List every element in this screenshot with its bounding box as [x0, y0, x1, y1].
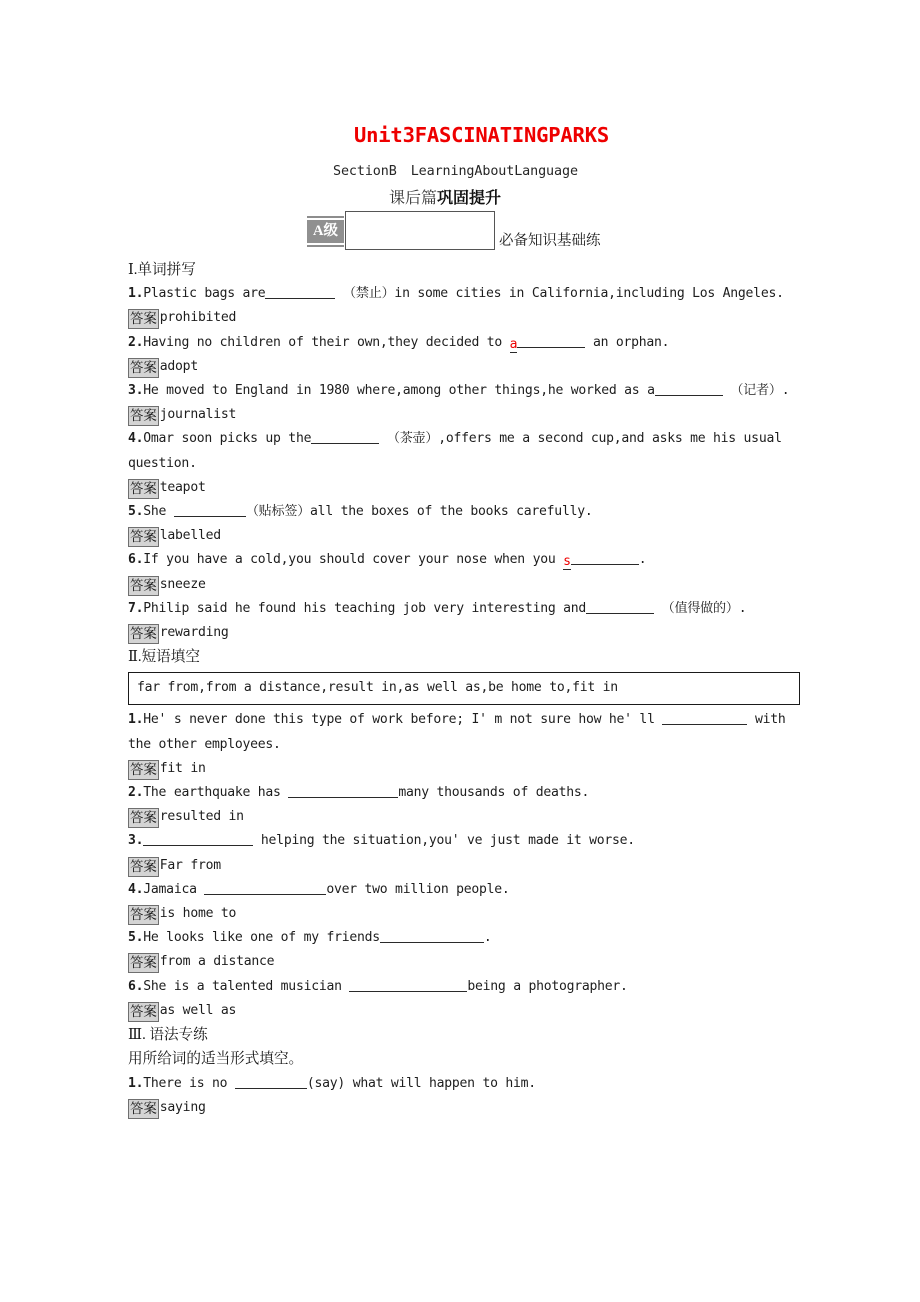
page-title: Unit3FASCINATINGPARKS [354, 123, 609, 147]
level-rule-bottom [307, 245, 344, 247]
answer-badge: 答案 [128, 857, 159, 877]
answer-badge: 答案 [128, 624, 159, 644]
answer-blank[interactable] [288, 785, 398, 798]
question-text-before-blank: She [143, 504, 174, 520]
unit-stage-heading [389, 185, 501, 208]
question-text-before-blank: Having no children of their own,they decided to [143, 334, 510, 350]
question-line [128, 975, 800, 999]
answer-badge: 答案 [128, 1002, 159, 1022]
question-line [128, 597, 800, 621]
question-line [128, 331, 800, 355]
question-number: 6. [128, 978, 144, 994]
level-banner-box [345, 211, 495, 250]
answer-hint-letter: a [509, 336, 518, 352]
answer-hint-letter: s [563, 554, 571, 570]
answer-badge: 答案 [128, 953, 159, 973]
answer-row [128, 805, 800, 829]
answer-row [128, 524, 800, 548]
question-line [128, 829, 800, 853]
question-text-before-blank: If you have a cold,you should cover your nose when you [143, 552, 564, 568]
answer-blank[interactable] [662, 712, 747, 725]
question-text-before-blank: She is a talented musician [143, 978, 350, 994]
answer-blank[interactable] [174, 504, 246, 517]
question-number: 5. [128, 930, 144, 946]
answer-row [128, 854, 800, 878]
question-line [128, 878, 800, 902]
answer-blank[interactable] [586, 601, 654, 614]
answer-badge: 答案 [128, 808, 159, 828]
answer-row [128, 757, 800, 781]
answer-text: rewarding [159, 625, 229, 641]
answer-blank[interactable] [517, 335, 585, 348]
section-heading: Ⅰ.单词拼写 [128, 262, 196, 278]
question-text-after-blank: with the other employees. [128, 712, 786, 752]
answer-blank[interactable] [655, 383, 723, 396]
level-rule-top [307, 216, 344, 218]
question-text-after-blank: . [638, 552, 647, 568]
answer-blank[interactable] [235, 1076, 307, 1089]
question-text-after-blank: （贴标签）all the boxes of the books carefully. [245, 504, 593, 520]
unit-stage-prefix: 课后篇 [389, 190, 438, 207]
level-badge: A级 [307, 220, 344, 243]
question-line [128, 500, 800, 524]
answer-row [128, 950, 800, 974]
question-line [128, 781, 800, 805]
answer-text: fit in [159, 760, 206, 776]
answer-blank[interactable] [571, 552, 639, 565]
question-text-before-blank: Jamaica [143, 881, 205, 897]
answer-blank[interactable] [349, 979, 467, 992]
answer-badge: 答案 [128, 576, 159, 596]
answer-badge: 答案 [128, 527, 159, 547]
answer-text: from a distance [159, 954, 275, 970]
answer-text: journalist [159, 407, 237, 423]
question-text-before-blank: Philip said he found his teaching job very interesting and [143, 600, 587, 616]
answer-row [128, 403, 800, 427]
question-text-after-blank: many thousands of deaths. [398, 785, 590, 801]
answer-badge: 答案 [128, 358, 159, 378]
answer-badge: 答案 [128, 1099, 159, 1119]
question-text-before-blank: He looks like one of my friends [143, 930, 380, 946]
question-number: 3. [128, 383, 144, 399]
question-text-after-blank: being a photographer. [467, 978, 628, 994]
worksheet-content [128, 258, 800, 1120]
question-line [128, 427, 800, 475]
question-text-before-blank: Omar soon picks up the [143, 431, 312, 447]
answer-badge: 答案 [128, 760, 159, 780]
answer-text: adopt [159, 358, 198, 374]
level-caption: 必备知识基础练 [499, 233, 601, 249]
question-text-after-blank: over two million people. [326, 881, 510, 897]
level-badge-wrap [307, 211, 344, 251]
question-number: 3. [128, 833, 144, 849]
question-text-after-blank: helping the situation,you' ve just made it worse. [253, 833, 635, 849]
answer-row [128, 1096, 800, 1120]
question-line [128, 708, 800, 756]
answer-row [128, 306, 800, 330]
answer-text: as well as [159, 1002, 237, 1018]
answer-badge: 答案 [128, 309, 159, 329]
unit-stage-emphasis: 巩固提升 [437, 190, 502, 207]
answer-row [128, 902, 800, 926]
question-text-after-blank: （茶壶）,offers me a second cup,and asks me his usual question. [128, 431, 782, 471]
question-text-before-blank: He moved to England in 1980 where,among other things,he worked as a [143, 383, 655, 399]
answer-row [128, 621, 800, 645]
question-number: 7. [128, 600, 144, 616]
answer-text: prohibited [159, 310, 237, 326]
section-label-right: LearningAboutLanguage [410, 164, 578, 179]
question-number: 1. [128, 286, 144, 302]
question-text-after-blank: (say) what will happen to him. [306, 1075, 536, 1091]
question-line [128, 1072, 800, 1096]
question-number: 2. [128, 785, 144, 801]
question-text-after-blank: （禁止）in some cities in California,including Los Angeles. [335, 286, 784, 302]
answer-row [128, 355, 800, 379]
answer-text: sneeze [159, 576, 206, 592]
question-number: 1. [128, 1075, 144, 1091]
answer-blank[interactable] [380, 930, 484, 943]
section-subheading: 用所给词的适当形式填空。 [128, 1051, 304, 1068]
question-text-after-blank: an orphan. [585, 334, 670, 350]
answer-blank[interactable] [311, 431, 379, 444]
answer-badge: 答案 [128, 479, 159, 499]
question-text-before-blank: Plastic bags are [143, 286, 266, 302]
question-line [128, 379, 800, 403]
question-number: 5. [128, 504, 144, 520]
question-line [128, 282, 800, 306]
answer-text: Far from [159, 857, 221, 873]
answer-blank[interactable] [204, 882, 326, 895]
section-subtitle [333, 164, 578, 179]
question-number: 4. [128, 431, 144, 447]
question-text-before-blank: He' s never done this type of work before; I' m not sure how he' ll [143, 712, 663, 728]
answer-text: resulted in [159, 809, 244, 825]
question-number: 4. [128, 881, 144, 897]
answer-text: teapot [159, 479, 206, 495]
answer-row [128, 573, 800, 597]
question-number: 6. [128, 552, 144, 568]
question-number: 2. [128, 334, 144, 350]
word-bank: far from,from a distance,result in,as well as,be home to,fit in [128, 672, 800, 705]
section-heading: Ⅱ.短语填空 [128, 649, 200, 666]
question-text-after-blank: （值得做的）. [654, 600, 747, 616]
answer-row [128, 476, 800, 500]
question-text-before-blank: There is no [143, 1075, 235, 1091]
answer-row [128, 999, 800, 1023]
level-banner [307, 211, 495, 251]
answer-blank[interactable] [143, 833, 253, 846]
question-text-after-blank: （记者）. [722, 383, 790, 399]
answer-text: is home to [159, 906, 237, 922]
question-text-before-blank: The earthquake has [143, 785, 289, 801]
question-number: 1. [128, 712, 144, 728]
answer-text: labelled [159, 528, 221, 544]
answer-text: saying [159, 1099, 206, 1115]
section-heading: Ⅲ. 语法专练 [128, 1027, 208, 1044]
question-text-after-blank: . [483, 930, 492, 946]
section-label-left: SectionB [333, 164, 397, 179]
answer-badge: 答案 [128, 406, 159, 426]
answer-blank[interactable] [265, 286, 335, 299]
question-line [128, 548, 800, 572]
answer-badge: 答案 [128, 905, 159, 925]
question-line [128, 926, 800, 950]
